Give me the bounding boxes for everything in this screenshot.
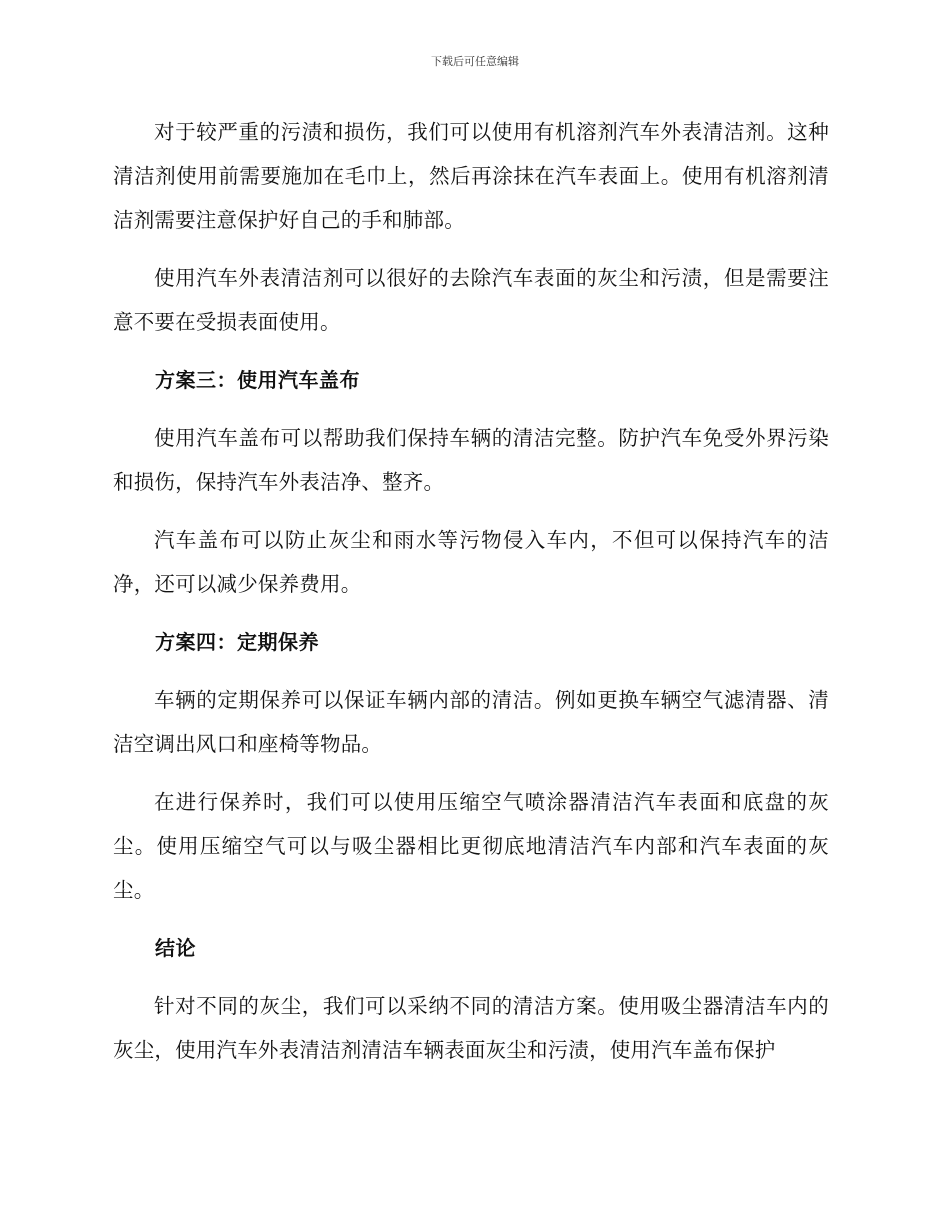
paragraph-regular-maintenance: 车辆的定期保养可以保证车辆内部的清洁。例如更换车辆空气滤清器、清洁空调出风口和座椅等物品。: [113, 688, 829, 756]
heading-conclusion: 结论: [155, 936, 196, 960]
paragraph-organic-solvent-cleaner: 对于较严重的污渍和损伤，我们可以使用有机溶剂汽车外表清洁剂。这种清洁剂使用前需要施加在毛巾上，然后再涂抹在汽车表面上。使用有机溶剂清洁剂需要注意保护好自己的手和肺部。: [113, 120, 829, 232]
paragraph-conclusion: 针对不同的灰尘，我们可以采纳不同的清洁方案。使用吸尘器清洁车内的灰尘，使用汽车外表清洁剂清洁车辆表面灰尘和污渍，使用汽车盖布保护: [113, 994, 829, 1062]
heading-plan-three: 方案三：使用汽车盖布: [155, 368, 360, 392]
paragraph-cleaner-caution: 使用汽车外表清洁剂可以很好的去除汽车表面的灰尘和污渍，但是需要注意不要在受损表面使用。: [113, 266, 829, 334]
paragraph-car-cover-protection: 汽车盖布可以防止灰尘和雨水等污物侵入车内，不但可以保持汽车的洁净，还可以减少保养费用。: [113, 528, 829, 596]
paragraph-compressed-air: 在进行保养时，我们可以使用压缩空气喷涂器清洁汽车表面和底盘的灰尘。使用压缩空气可以与吸尘器相比更彻底地清洁汽车内部和汽车表面的灰尘。: [113, 790, 829, 902]
paragraph-car-cover-benefits: 使用汽车盖布可以帮助我们保持车辆的清洁完整。防护汽车免受外界污染和损伤，保持汽车外表洁净、整齐。: [113, 426, 829, 494]
document-body: [113, 110, 829, 1086]
page-header-note: 下载后可任意编辑: [431, 55, 519, 68]
heading-plan-four: 方案四：定期保养: [155, 630, 319, 654]
